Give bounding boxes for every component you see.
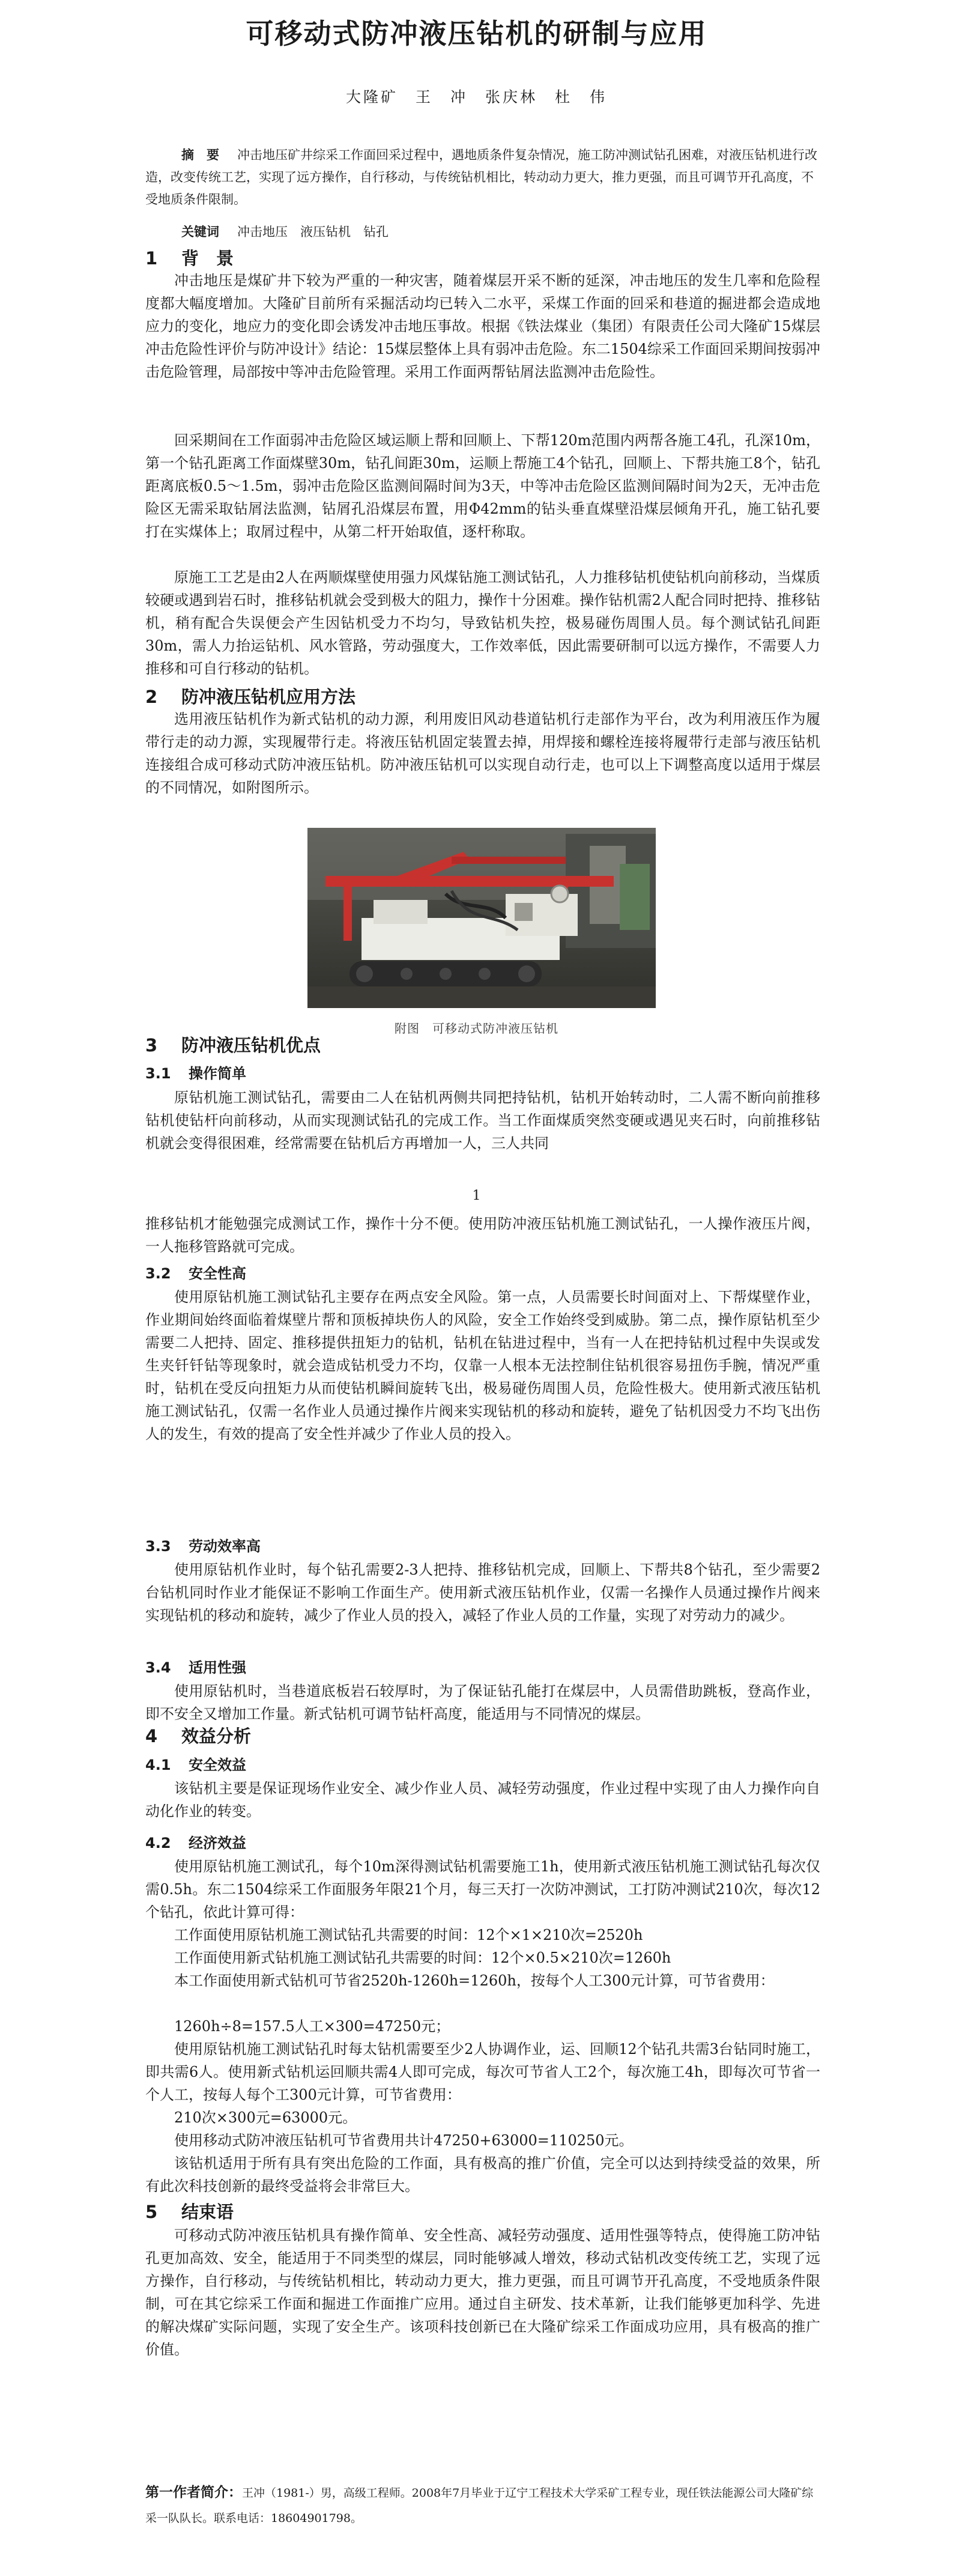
paragraph: 使用原钻机作业时，每个钻孔需要2-3人把持、推移钻机完成，回顺上、下帮共8个钻孔，至少需要2台钻机同时作业才能保证不影响工作面生产。使用新式液压钻机作业，仅需一名操作人员通过操作片阀来实现钻机的移动和旋转，减少了作业人员的投入，减轻了作业人员的工作量，实现了对劳动力的减少。 bbox=[145, 1561, 820, 1624]
abstract bbox=[145, 144, 819, 211]
drilling-rig-photo bbox=[307, 828, 656, 1008]
subsection-heading: 3.3 劳动效率高 bbox=[145, 1538, 261, 1555]
paragraph: 可移动式防冲液压钻机具有操作简单、安全性高、减轻劳动强度、适用性强等特点，使得施工防冲钻孔更加高效、安全，能适用于不同类型的煤层，同时能够减人增效，移动式钻机改变传统工艺，实现了远方操作，自行移动，与传统钻机相比，转动动力更大，推力更强，而且可调节开孔高度，不受地质条件限制，可在其它综采工作面和掘进工作面推广应用。通过自主研发、技术革新，让我们能够更加科学、先进的解决煤矿实际问题，实现了安全生产。该项科技创新已在大隆矿综采工作面成功应用，具有极高的推广价值。 bbox=[145, 2227, 820, 2358]
drilling-rig-illustration bbox=[307, 828, 656, 1008]
figure-caption: 附图 可移动式防冲液压钻机 bbox=[395, 1021, 558, 1036]
paragraph: 210次×300元=63000元。 bbox=[174, 2109, 357, 2126]
paragraph: 使用原钻机施工测试钻孔时每太钻机需要至少2人协调作业，运、回顺12个钻孔共需3台钻同时施工，即共需6人。使用新式钻机运回顺共需4人即可完成，每次可节省人工2个，每次施工4h，即每次可节省一个人工，按每人每个工300元计算，可节省费用： bbox=[145, 2041, 820, 2103]
keywords bbox=[181, 222, 389, 240]
paragraph: 该钻机主要是保证现场作业安全、减少作业人员、减轻劳动强度，作业过程中实现了由人力操作向自动化作业的转变。 bbox=[145, 1780, 820, 1820]
subsection-heading: 4.1 安全效益 bbox=[145, 1757, 246, 1773]
paragraph: 工作面使用新式钻机施工测试钻孔共需要的时间：12个×0.5×210次=1260h bbox=[174, 1949, 671, 1966]
paragraph: 推移钻机才能勉强完成测试工作，操作十分不便。使用防冲液压钻机施工测试钻孔，一人操作液压片阀，一人拖移管路就可完成。 bbox=[145, 1215, 820, 1255]
section-heading: 1 背 景 bbox=[145, 248, 234, 269]
authors: 大隆矿 王 冲 张庆林 杜 伟 bbox=[345, 88, 607, 106]
paragraph: 工作面使用原钻机施工测试钻孔共需要的时间：12个×1×210次=2520h bbox=[174, 1927, 643, 1943]
section-heading: 5 结束语 bbox=[145, 2202, 234, 2222]
paragraph: 使用原钻机时，当巷道底板岩石较厚时，为了保证钻孔能打在煤层中，人员需借助跳板，登高作业，即不安全又增加工作量。新式钻机可调节钻杆高度，能适用与不同情况的煤层。 bbox=[145, 1683, 820, 1722]
paragraph: 原钻机施工测试钻孔，需要由二人在钻机两侧共同把持钻机，钻机开始转动时，二人需不断向前推移钻机使钻杆向前移动，从而实现测试钻孔的完成工作。当工作面煤质突然变硬或遇见夹石时，向前推移钻机就会变得很困难，经常需要在钻机后方再增加一人，三人共同 bbox=[145, 1089, 820, 1152]
abstract-text: 冲击地压矿井综采工作面回采过程中，遇地质条件复杂情况，施工防冲测试钻孔困难，对液压钻机进行改造，改变传统工艺，实现了远方操作，自行移动，与传统钻机相比，转动动力更大，推力更强，而且可调节开孔高度，不受地质条件限制。 bbox=[145, 148, 817, 207]
paragraph: 冲击地压是煤矿井下较为严重的一种灾害，随着煤层开采不断的延深，冲击地压的发生几率和危险程度都大幅度增加。大隆矿目前所有采掘活动均已转入二水平，采煤工作面的回采和巷道的掘进都会造成地应力的变化，地应力的变化即会诱发冲击地压事故。根据《铁法煤业（集团）有限责任公司大隆矿15煤层冲击危险性评价与防冲设计》结论：15煤层整体上具有弱冲击危险。东二1504综采工作面回采期间按弱冲击危险管理，局部按中等冲击危险管理。采用工作面两帮钻屑法监测冲击危险性。 bbox=[145, 272, 820, 380]
section-heading: 4 效益分析 bbox=[145, 1726, 252, 1746]
paragraph: 本工作面使用新式钻机可节省2520h-1260h=1260h，按每个人工300元计算，可节省费用： bbox=[174, 1972, 775, 1989]
section-heading: 2 防冲液压钻机应用方法 bbox=[145, 687, 356, 707]
paragraph: 使用原钻机施工测试孔，每个10m深得测试钻机需要施工1h，使用新式液压钻机施工测试钻孔每次仅需0.5h。东二1504综采工作面服务年限21个月，每三天打一次防冲测试，工打防冲测试210次，每次12个钻孔，依此计算可得： bbox=[145, 1858, 820, 1921]
footnote-text: 王冲（1981-）男，高级工程师。2008年7月毕业于辽宁工程技术大学采矿工程专业，现任铁法能源公司大隆矿综采一队队长。联系电话：18604901798。 bbox=[145, 2486, 814, 2525]
section-heading: 3 防冲液压钻机优点 bbox=[145, 1035, 321, 1056]
page-number: 1 bbox=[472, 1188, 481, 1203]
keywords-label: 关键词 bbox=[181, 225, 219, 239]
keywords-text: 冲击地压 液压钻机 钻孔 bbox=[237, 225, 389, 239]
subsection-heading: 4.2 经济效益 bbox=[145, 1835, 246, 1852]
paragraph: 选用液压钻机作为新式钻机的动力源，利用废旧风动巷道钻机行走部作为平台，改为利用液压作为履带行走的动力源，实现履带行走。将液压钻机固定装置去掉，用焊接和螺栓连接将履带行走部与液压钻机连接组合成可移动式防冲液压钻机。防冲液压钻机可以实现自动行走，也可以上下调整高度以适用于煤层的不同情况，如附图所示。 bbox=[145, 711, 820, 796]
abstract-label: 摘 要 bbox=[181, 148, 219, 162]
subsection-heading: 3.2 安全性高 bbox=[145, 1265, 246, 1282]
paragraph: 使用移动式防冲液压钻机可节省费用共计47250+63000=110250元。 bbox=[174, 2132, 634, 2149]
paper-title: 可移动式防冲液压钻机的研制与应用 bbox=[246, 17, 707, 50]
subsection-heading: 3.1 操作简单 bbox=[145, 1065, 246, 1082]
paragraph: 原施工工艺是由2人在两顺煤壁使用强力风煤钻施工测试钻孔，人力推移钻机使钻机向前移动，当煤质较硬或遇到岩石时，推移钻机就会受到极大的阻力，操作十分困难。操作钻机需2人配合同时把持、推移钻机，稍有配合失误便会产生因钻机受力不均匀，导致钻机失控，极易碰伤周围人员。每个测试钻孔间距30m，需人力抬运钻机、风水管路，劳动强度大，工作效率低，因此需要研制可以远方操作，不需要人力推移和可自行移动的钻机。 bbox=[145, 569, 820, 677]
paragraph: 1260h÷8=157.5人工×300=47250元； bbox=[174, 2018, 450, 2035]
paragraph: 回采期间在工作面弱冲击危险区域运顺上帮和回顺上、下帮120m范围内两帮各施工4孔，孔深10m，第一个钻孔距离工作面煤壁30m，钻孔间距30m，运顺上帮施工4个钻孔，回顺上、下帮共施工8个，钻孔距离底板0.5～1.5m，弱冲击危险区监测间隔时间为3天，中等冲击危险区监测间隔时间为2天，无冲击危险区无需采取钻屑法监测，钻屑孔沿煤层布置，用Φ42mm的钻头垂直煤壁沿煤层倾角开孔，施工钻孔要打在实煤体上；取屑过程中，从第二杆开始取值，逐杆称取。 bbox=[145, 432, 820, 540]
paragraph: 该钻机适用于所有具有突出危险的工作面，具有极高的推广价值，完全可以达到持续受益的效果，所有此次科技创新的最终受益将会非常巨大。 bbox=[145, 2155, 820, 2195]
author-footnote bbox=[145, 2480, 820, 2531]
footnote-label: 第一作者简介： bbox=[145, 2485, 242, 2500]
subsection-heading: 3.4 适用性强 bbox=[145, 1659, 246, 1676]
paragraph: 使用原钻机施工测试钻孔主要存在两点安全风险。第一点，人员需要长时间面对上、下帮煤壁作业，作业期间始终面临着煤壁片帮和顶板掉块伤人的风险，安全工作始终受到威胁。第二点，操作原钻机至少需要二人把持、固定、推移提供扭矩力的钻机，钻机在钻进过程中，当有一人在把持钻机过程中失误或发生夹钎钎钻等现象时，就会造成钻机受力不均，仅靠一人根本无法控制住钻机很容易扭伤手腕，情况严重时，钻机在受反向扭矩力从而使钻机瞬间旋转飞出，极易碰伤周围人员，危险性极大。使用新式液压钻机施工测试钻孔，仅需一名作业人员通过操作片阀来实现钻机的移动和旋转，避免了钻机因受力不均飞出伤人的发生，有效的提高了安全性并减少了作业人员的投入。 bbox=[145, 1289, 820, 1442]
